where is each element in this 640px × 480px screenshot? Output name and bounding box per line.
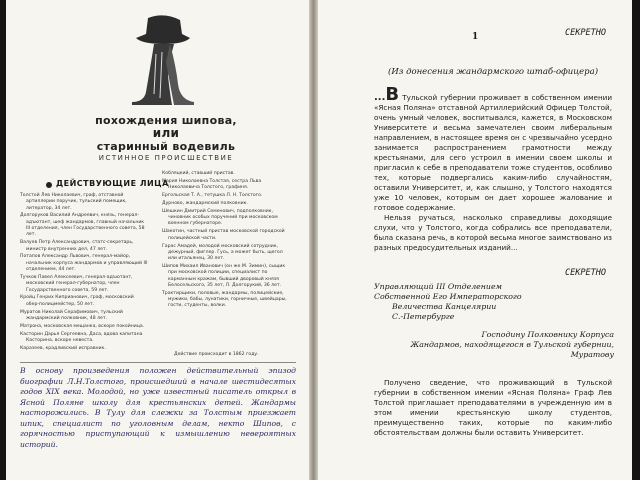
divider — [20, 362, 296, 363]
intro-paragraph: В основу произведения положен действительный эпизод биографии Л.Н.Толстого, происшедший в начале шестидесятых годов XIX века. Молодой, но уже известный писатель открыл в Ясной Поляне школу для крестьянских детей. Жандармы насторожились. В Тулу для слежки за Толстым приезжает шпик, специалист по уголовным делам, некто Шипов, с горячностью приступающий к измышлению невероятных историй. — [20, 366, 296, 449]
left-page — [6, 0, 309, 480]
drop-letter: В — [385, 84, 400, 105]
cast-heading: ДЕЙСТВУЮЩИЕ ЛИЦА — [56, 179, 169, 188]
report-paragraph-1-text: Тульской губернии проживает в собственном имении «Ясная Поляна» отставной Артиллерийский Офицер Толстой, очень умный человек, воспитывался, кажется, в Московском Университете и весьма замечателен своим либеральным направлением, в настоящее время он с чрезвычайно усердно занимается распространением грамотности между крестьянами, для сего устроил в имении своем школы и пригласил к себе в преподаватели тоже студентов, особливо тех, которые подвергались каким-либо случайностям, оставили Университет, и, как слышно, у Толстого находятся уже 10 человек, которым он дает хорошее жалование и готовое содержание. — [374, 93, 612, 212]
cast-entry: Долгоруков Василий Андреевич, князь, генерал-адъютант, шеф жандармов, главный начальник III отделения, член Государственного совета, 58 лет. — [20, 213, 145, 238]
address-line: Управляющий III Отделением — [374, 282, 503, 291]
cast-entry: Ергольская Т. А., тетушка Л. Н. Толстого. — [162, 193, 263, 199]
cast-entry: Шипов Михаил Иванович (он же М. Зимин), сыщик при московской полиции, специалист по карманным кражам, бывший дворовый князя Белосельского, 35 лет, Л. Долгорукий, 36 лет. — [162, 264, 286, 288]
cast-entry: Матрона, московская мещанка, вскоре покойница. — [20, 323, 145, 329]
cast-entry: Кройц Генрих Киприанович, граф, московский обер-полицмейстер, 50 лет. — [20, 295, 134, 307]
page-number: 1 — [472, 32, 479, 42]
book-gutter — [309, 0, 318, 480]
subtitle: ИСТИННОЕ ПРОИСШЕСТВИЕ — [98, 154, 234, 162]
cast-entry: Дурново, жандармский полковник. — [162, 200, 248, 206]
address-block — [374, 282, 544, 322]
cast-entry: Мария Николаевна Толстая, сестра Льва Николаевича Толстого, графиня. — [162, 178, 262, 191]
cast-list-right — [162, 171, 290, 311]
salutation-line: Господину Полковнику Корпуса — [481, 330, 614, 339]
report-paragraph-2: Нельзя ручаться, насколько справедливы доходящие слухи, что у Толстого, когда собрались все преподаватели, была сказана речь, в которой весьма многое заимствовано из разных предосудительных изданий... — [374, 213, 612, 252]
cast-entry: Потапов Александр Львович, генерал-майор, начальник корпуса жандармов и управляющий III отделением, 44 лет. — [20, 254, 148, 273]
date-note: Действие происходит в 1862 году. — [174, 352, 259, 357]
address-line: Собственной Его Императорского — [374, 292, 522, 301]
reply-paragraph: Получено сведение, что проживающий в Тульской губернии в собственном имении «Ясная Поляна» Граф Лев Толстой приглашает преподавателями в учрежденную им в этом имении крестьянскую школу студентов, преимущественно таких, которые по каким-либо обстоятельствам должны были оставить Университет. — [374, 378, 612, 437]
cast-entry: Кобляцкий, ставший пристав. — [162, 171, 235, 176]
bullet-icon — [46, 182, 52, 188]
boot-and-hat-illustration — [124, 14, 204, 106]
cast-list-left — [20, 193, 148, 354]
report-paragraph-1 — [374, 84, 612, 213]
cast-entry: Шакотин, частный пристав московской городской полицейской части. — [162, 229, 285, 241]
cast-entry: Трактирщики, половые, жандармы, полицейские, мужики, бабы, лунатики, горничные, швейцары, гости, студенты, волки. — [162, 290, 287, 309]
title-line-3: старинный водевиль — [96, 140, 236, 153]
right-page — [318, 0, 632, 480]
cast-entry: Касторин Дарья Сергеевна, Даса, вдова капитана Касторина, вскоре невеста. — [20, 331, 143, 343]
address-line: Величества Канцелярии — [392, 302, 497, 311]
cast-entry: Тучков Павел Алексеевич, генерал-адъютант, московский генерал-губернатор, член Государственного совета, 59 лет. — [20, 274, 133, 293]
cast-entry: Толстой Лев Николаевич, граф, отставной артиллерии поручик, тульский помещик, литератор, 34 лет. — [20, 193, 127, 211]
lead-dots: ... — [374, 92, 386, 103]
report-text — [374, 84, 612, 253]
secret-label: СЕКРЕТНО — [565, 28, 606, 38]
secret-label-2: СЕКРЕТНО — [565, 268, 606, 278]
title-line-2: или — [152, 126, 180, 140]
source-note: (Из донесения жандармского штаб-офицера) — [388, 67, 599, 77]
cast-entry: Валуев Петр Александрович, статс-секретарь, министр внутренних дел, 47 лет. — [20, 240, 134, 252]
cast-entry: Муратов Николай Серафимович, тульский жандармский полковник, 48 лет. — [20, 309, 123, 321]
salutation-line: Жандармов, находящегося в Тульской губернии, Муратову — [410, 340, 614, 359]
address-line: С.-Петербурге — [392, 312, 455, 321]
cast-entry: Шешкин Дмитрий Семенович, подполковник, чиновник особых поручений при московском военном губернаторе. — [162, 208, 278, 227]
title-line-1: похождения шипова, — [95, 114, 237, 127]
cast-entry: Гарас Амадей, молодой московский сотрудник, дежурный, фиглер. Гусь, а может быть, щегол или итальянец, 30 лет. — [162, 243, 283, 262]
cast-entry: Каразеев, крадливский исправник. — [20, 345, 106, 351]
salutation — [404, 330, 614, 360]
